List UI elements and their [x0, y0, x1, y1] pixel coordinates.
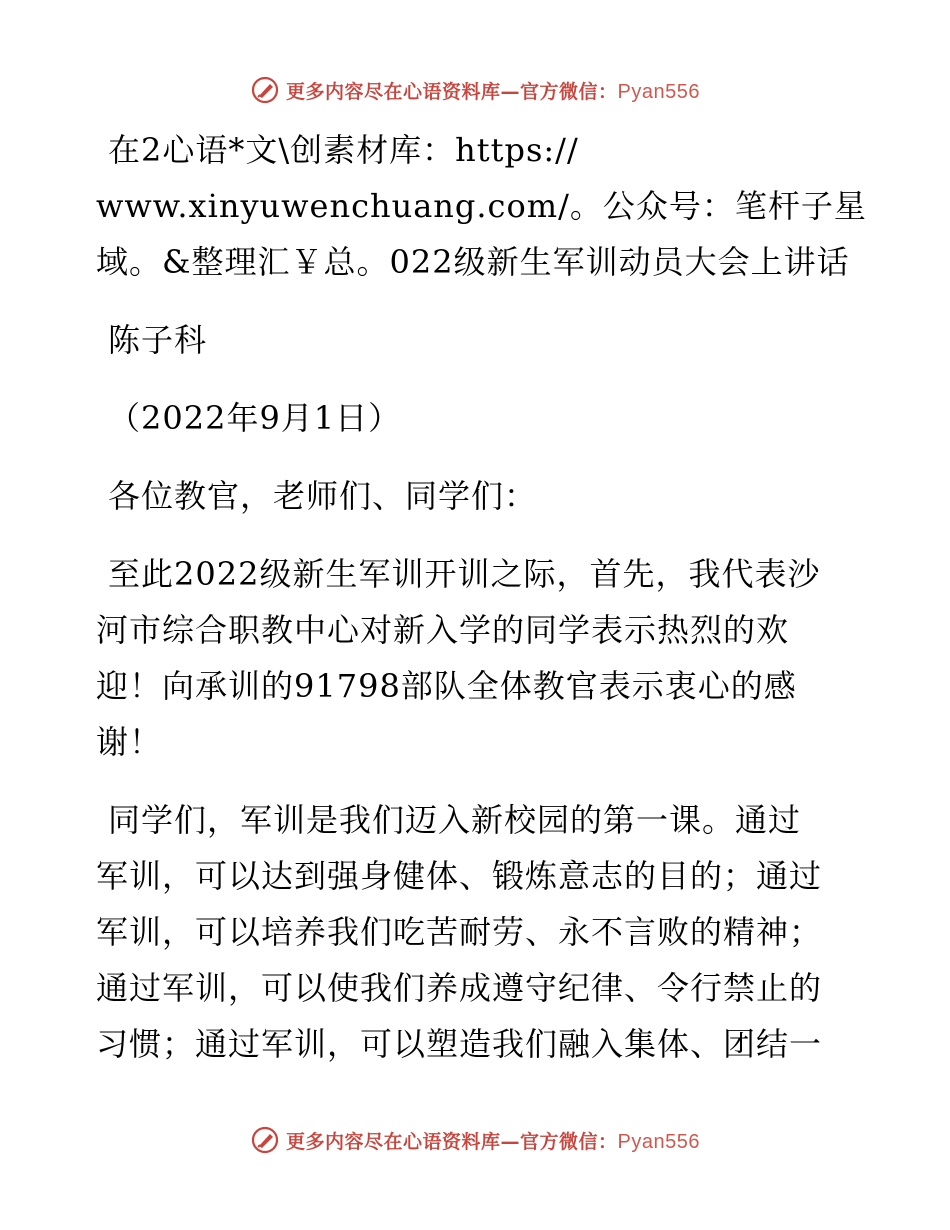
speech-date: （2022年9月1日） [108, 399, 402, 437]
paragraph-intro [96, 122, 866, 290]
text-line: 通过军训，可以使我们养成遵守纪律、令行禁止的 [96, 969, 823, 1007]
banner-text: 更多内容尽在心语资料库—官方微信：Pyan556 [286, 1130, 700, 1153]
paragraph-author [96, 312, 866, 368]
text-line: 军训，可以达到强身健体、锻炼意志的目的；通过 [96, 857, 823, 895]
text-line: 域。&整理汇￥总。022级新生军训动员大会上讲话 [96, 243, 850, 281]
text-line: 河市综合职教中心对新入学的同学表示热烈的欢 [96, 611, 790, 649]
footer-banner [0, 1120, 950, 1160]
text-line: www.xinyuwenchuang.com/。公众号：笔杆子星 [96, 187, 867, 225]
pen-logo-icon [250, 75, 280, 105]
paragraph-welcome [96, 546, 866, 770]
text-line: 同学们，军训是我们迈入新校园的第一课。通过 [108, 801, 802, 839]
banner-wechat-id: Pyan556 [617, 80, 700, 103]
document-body [96, 122, 866, 1072]
paragraph-date [96, 390, 866, 446]
pen-logo-icon [250, 1125, 280, 1155]
paragraph-training [96, 792, 866, 1072]
text-line: 习惯；通过军训，可以塑造我们融入集体、团结一 [96, 1025, 823, 1063]
banner-text: 更多内容尽在心语资料库—官方微信：Pyan556 [286, 80, 700, 103]
banner-wechat-id: Pyan556 [617, 1130, 700, 1153]
author-name: 陈子科 [108, 321, 208, 359]
header-banner [0, 70, 950, 110]
text-line: 在2心语*文\创素材库：https:// [108, 131, 579, 169]
text-line: 至此2022级新生军训开训之际，首先，我代表沙 [108, 555, 821, 593]
text-line: 谢！ [96, 723, 163, 761]
greeting: 各位教官，老师们、同学们： [108, 477, 538, 515]
text-line: 军训，可以培养我们吃苦耐劳、永不言败的精神； [96, 913, 823, 951]
text-line: 迎！向承训的91798部队全体教官表示衷心的感 [96, 667, 797, 705]
paragraph-greeting [96, 468, 866, 524]
